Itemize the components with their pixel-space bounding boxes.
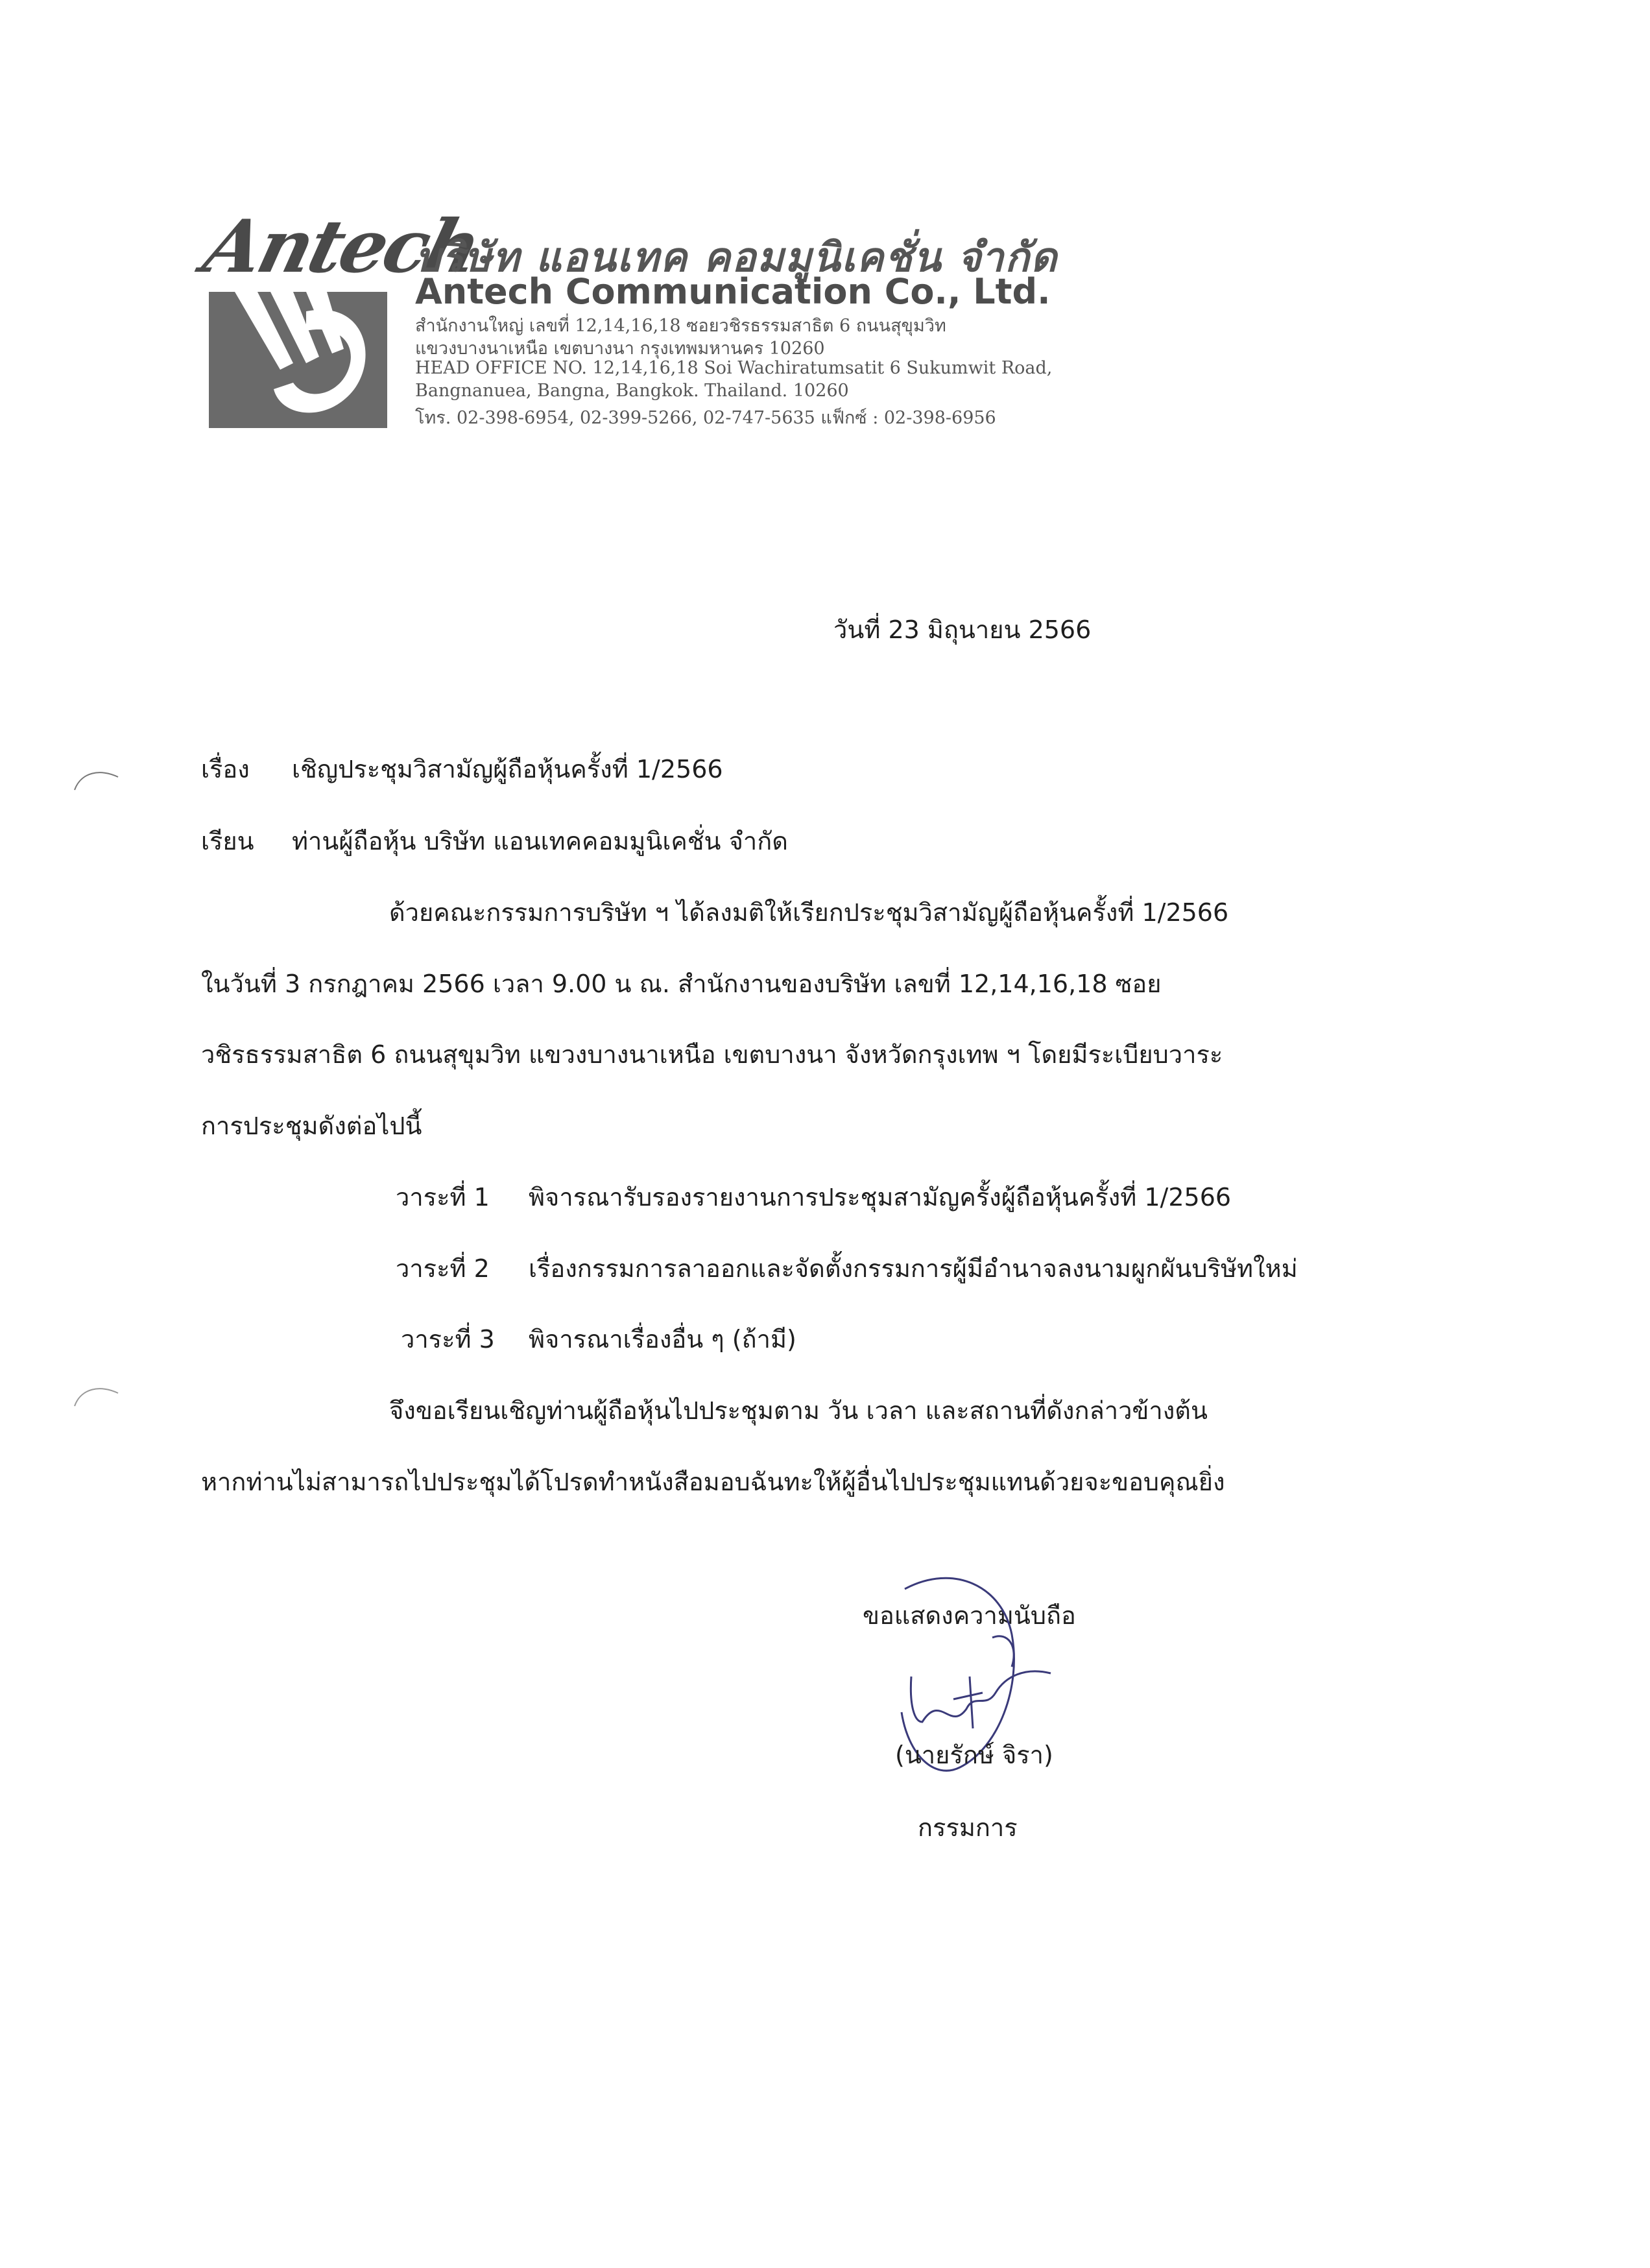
company-name-english: Antech Communication Co., Ltd. <box>415 271 1051 312</box>
subject-label: เรื่อง <box>201 755 250 783</box>
closing-line: หากท่านไม่สามารถไปประชุมได้โปรดทำหนังสือมอบฉันทะให้ผู้อื่นไปประชุมแทนด้วยจะขอบคุณยิ่ง <box>201 1468 1225 1496</box>
body-line: วชิรธรรมสาธิต 6 ถนนสุขุมวิท แขวงบางนาเหนือ เขตบางนา จังหวัดกรุงเทพ ฯ โดยมีระเบียบวาระ <box>201 1040 1223 1069</box>
address-line: แขวงบางนาเหนือ เขตบางนา กรุงเทพมหานคร 10260 <box>415 339 825 359</box>
company-name-thai: บริษัท แอนเทค คอมมูนิเคชั่น จำกัด <box>415 233 1058 281</box>
signatory-name: (นายรักษ์ จิรา) <box>895 1741 1053 1769</box>
agenda-item: พิจารณาเรื่องอื่น ๆ (ถ้ามี) <box>529 1325 796 1354</box>
agenda-item: พิจารณารับรองรายงานการประชุมสามัญครั้งผู้ถือหุ้นครั้งที่ 1/2566 <box>529 1183 1232 1212</box>
subject-text: เชิญประชุมวิสามัญผู้ถือหุ้นครั้งที่ 1/2566 <box>292 755 723 783</box>
recipient-label: เรียน <box>201 827 254 855</box>
company-logo-wordmark: Antech <box>195 204 488 289</box>
body-line: ด้วยคณะกรรมการบริษัท ฯ ได้ลงมติให้เรียกประชุมวิสามัญผู้ถือหุ้นครั้งที่ 1/2566 <box>389 898 1229 927</box>
address-line: HEAD OFFICE NO. 12,14,16,18 Soi Wachiratumsatit 6 Sukumwit Road, <box>415 358 1053 378</box>
recipient-text: ท่านผู้ถือหุ้น บริษัท แอนเทคคอมมูนิเคชั่น จำกัด <box>292 827 788 855</box>
punch-hole-mark <box>71 1381 123 1407</box>
punch-hole-mark <box>71 765 123 791</box>
address-line: สำนักงานใหญ่ เลขที่ 12,14,16,18 ซอยวชิรธรรมสาธิต 6 ถนนสุขุมวิท <box>415 316 946 336</box>
closing-line: จึงขอเรียนเชิญท่านผู้ถือหุ้นไปประชุมตาม วัน เวลา และสถานที่ดังกล่าวข้างต้น <box>389 1396 1208 1425</box>
letter-date: วันที่ 23 มิถุนายน 2566 <box>833 615 1092 644</box>
salutation: ขอแสดงความนับถือ <box>863 1601 1076 1630</box>
agenda-label: วาระที่ 3 <box>401 1325 495 1354</box>
phone-fax-line: โทร. 02-398-6954, 02-399-5266, 02-747-5635 แฟ็กซ์ : 02-398-6956 <box>415 408 996 428</box>
agenda-label: วาระที่ 2 <box>396 1254 490 1283</box>
body-line: การประชุมดังต่อไปนี้ <box>201 1112 422 1140</box>
address-line: Bangnanuea, Bangna, Bangkok. Thailand. 10260 <box>415 381 849 401</box>
signatory-position: กรรมการ <box>918 1813 1018 1842</box>
agenda-label: วาระที่ 1 <box>396 1183 490 1212</box>
agenda-item: เรื่องกรรมการลาออกและจัดตั้งกรรมการผู้มีอำนาจลงนามผูกผันบริษัทใหม่ <box>529 1254 1298 1283</box>
body-line: ในวันที่ 3 กรกฎาคม 2566 เวลา 9.00 น ณ. สำนักงานของบริษัท เลขที่ 12,14,16,18 ซอย <box>201 970 1162 998</box>
company-logo-icon <box>209 292 387 428</box>
